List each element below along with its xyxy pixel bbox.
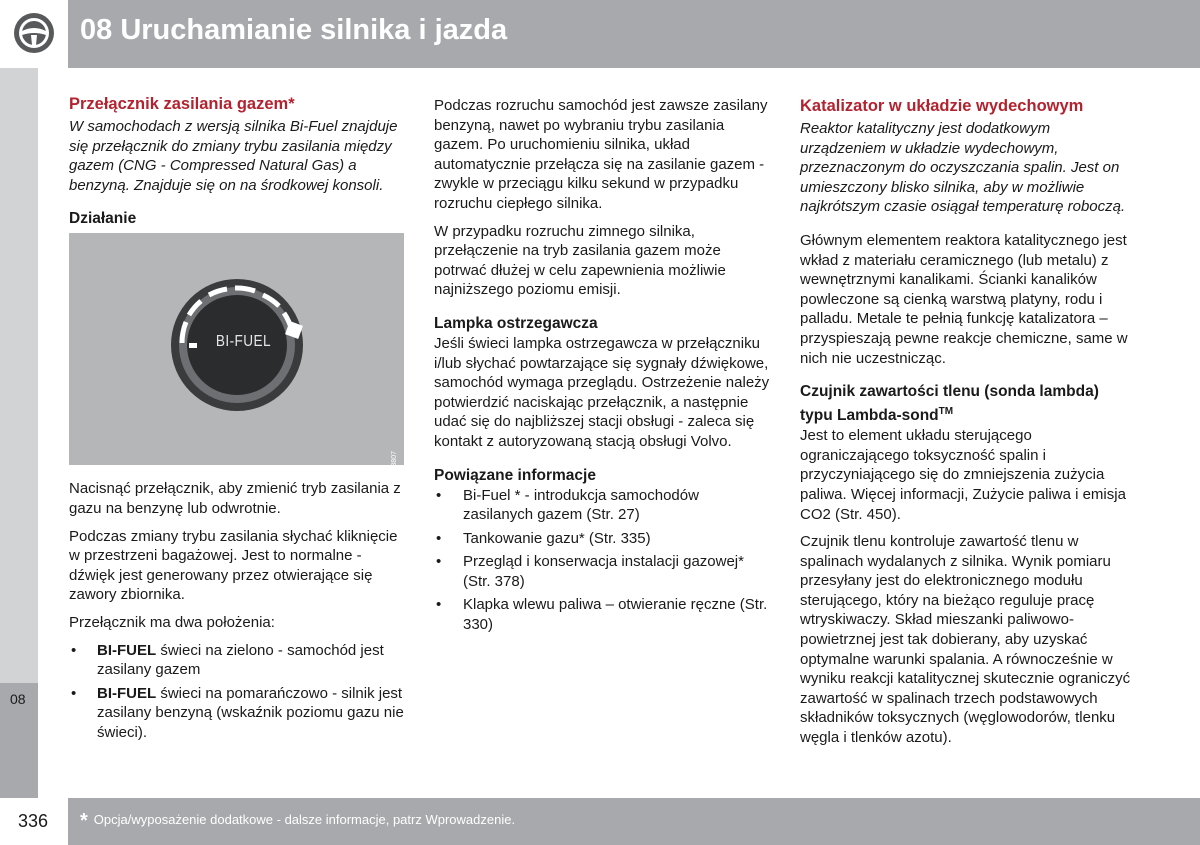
bi-fuel-button-label: BI-FUEL bbox=[215, 333, 271, 351]
sensor-paragraph-1: Jest to element układu sterującego ograniczającego toksyczność spalin i przyczyniającego się do zmniejszenia zużycia paliwa. Więcej informacji, Zużycie paliwa i emisja CO2 (Str. 450). bbox=[800, 427, 1126, 523]
related-link[interactable]: • Bi-Fuel * - introdukcja samochodów zasilanych gazem (Str. 27) bbox=[434, 486, 772, 525]
column-left bbox=[69, 94, 404, 743]
chapter-header bbox=[0, 0, 1200, 68]
column-middle bbox=[434, 96, 772, 635]
sensor-heading-text: Czujnik zawartości tlenu (sonda lambda) typu Lambda-sond bbox=[800, 383, 1099, 425]
col2-paragraph-2: W przypadku rozruchu zimnego silnika, przełączenie na tryb zasilania gazem może potrwać dłużej w celu zapewnienia możliwie najniższego poziomu emisji. bbox=[434, 222, 726, 299]
subheading-warning-lamp: Lampka ostrzegawcza bbox=[434, 314, 598, 332]
related-info-list bbox=[434, 486, 772, 635]
subheading-operation: Działanie bbox=[69, 210, 137, 228]
col2-paragraph-1: Podczas rozruchu samochód jest zawsze zasilany benzyną, nawet po wybraniu trybu zasilania gazem. Po uruchomieniu silnika, układ automatycznie przełącza się na zasilanie gazem - zwykle w przeciągu kilku sekund w przypadku rozruchu ciepłego silnika. bbox=[434, 97, 768, 212]
list-item-text: świeci na zielono - samochód jest zasilany gazem bbox=[97, 641, 384, 679]
sensor-paragraph-2: Czujnik tlenu kontroluje zawartość tlenu w spalinach wydalanych z silnika. Wynik pomiaru przesyłany jest do elektronicznego modułu sterującego, który na bieżąco reguluje pracę wtryskiwaczy. Skład mieszanki paliwowo-powietrznej jest tak dobierany, aby uzyskać optymalne warunki spalania. A równocześnie w wyniku reakcji katalitycznej skutecznie ograniczyć zawartość w spalinach trzech podstawowych składników toksycznych (węglowodorów, tlenku węgla i tlenków azotu). bbox=[800, 533, 1131, 747]
related-link[interactable]: • Klapka wlewu paliwa – otwieranie ręczne (Str. 330) bbox=[434, 595, 772, 634]
page-number: 336 bbox=[18, 811, 49, 831]
list-item bbox=[69, 641, 404, 680]
col1-paragraph-2: Podczas zmiany trybu zasilania słychać kliknięcie w przestrzeni bagażowej. Jest to normalne - dźwięk jest generowany przez otwierające się zawory zbiornika. bbox=[69, 527, 398, 604]
section-heading-catalyst: Katalizator w układzie wydechowym bbox=[800, 97, 1084, 115]
chapter-title: 08 Uruchamianie silnika i jazda bbox=[80, 14, 508, 46]
subheading-oxygen-sensor bbox=[800, 382, 1132, 426]
list-item-text: świeci na pomarańczowo - silnik jest zasilany benzyną (wskaźnik poziomu gazu nie świeci). bbox=[97, 684, 404, 741]
catalyst-intro: Reaktor katalityczny jest dodatkowym urządzeniem w układzie wydechowym, przeznaczonym do oczyszczania spalin. Jest on umieszczony blisko silnika, aby w możliwie najkrótszym czasie osiągał temperaturę roboczą. bbox=[800, 120, 1126, 216]
page-footer bbox=[68, 798, 1200, 845]
steering-wheel-icon bbox=[12, 11, 56, 55]
footnote-star: * bbox=[80, 810, 88, 832]
switch-positions-list bbox=[69, 641, 404, 743]
chapter-tab[interactable] bbox=[0, 683, 38, 798]
subheading-related-info: Powiązane informacje bbox=[434, 466, 596, 484]
list-item bbox=[69, 684, 404, 743]
list-item-bold: BI-FUEL bbox=[97, 684, 157, 702]
col1-paragraph-3: Przełącznik ma dwa położenia: bbox=[69, 613, 275, 631]
chapter-tab-label: 08 bbox=[10, 691, 26, 707]
section-intro: W samochodach z wersją silnika Bi-Fuel znajduje się przełącznik do zmiany trybu zasilania między gazem (CNG - Compressed Natural Gas) a benzyną. Znajduje się on na środkowej konsoli. bbox=[69, 118, 398, 194]
footnote bbox=[80, 810, 515, 833]
col1-paragraph-1: Nacisnąć przełącznik, aby zmienić tryb zasilania z gazu na benzynę lub odwrotnie. bbox=[69, 480, 401, 517]
related-link[interactable]: • Tankowanie gazu* (Str. 335) bbox=[434, 529, 772, 549]
list-item-bold: BI-FUEL bbox=[97, 641, 157, 659]
footnote-text: Opcja/wyposażenie dodatkowe - dalsze informacje, patrz Wprowadzenie. bbox=[93, 812, 516, 827]
related-link[interactable]: • Przegląd i konserwacja instalacji gazowej* (Str. 378) bbox=[434, 552, 772, 591]
figure-code: G053807 bbox=[391, 451, 398, 481]
column-right bbox=[800, 96, 1132, 748]
section-heading-gas-switch: Przełącznik zasilania gazem* bbox=[69, 95, 295, 113]
trademark-mark: TM bbox=[938, 406, 954, 418]
warning-paragraph: Jeśli świeci lampka ostrzegawcza w przełączniku i/lub słychać powtarzające się sygnały dźwiękowe, samochód wymaga przeglądu. Ostrzeżenie należy potwierdzić naciskając przełącznik, a następnie udać się do najbliższej stacji obsługi - zaleca się kontakt z autoryzowaną stacją obsługi Volvo. bbox=[434, 334, 770, 450]
catalyst-paragraph: Głównym elementem reaktora katalitycznego jest wkład z materiału ceramicznego (lub metalu) z wewnętrznymi kanalikami. Ścianki kanalików powleczone są cienką warstwą platyny, rodu i palladu. Metale te pełnią funkcję katalizatora – przyspieszają pewne reakcje chemiczne, same w nich nie uczestnicząc. bbox=[800, 231, 1128, 367]
chapter-icon-box bbox=[0, 0, 68, 68]
bi-fuel-switch-figure bbox=[69, 233, 404, 481]
